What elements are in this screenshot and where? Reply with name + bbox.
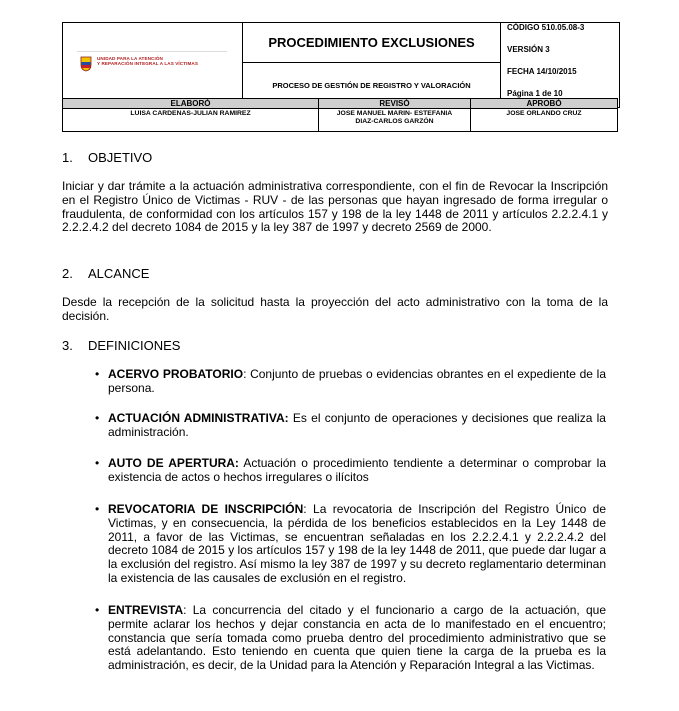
section-heading-definiciones bbox=[62, 338, 180, 353]
code-label: CÓDIGO 510.05.08-3 bbox=[507, 23, 585, 32]
reviso-names-line2: DIAZ-CARLOS GARZÓN bbox=[355, 118, 434, 125]
logo-text-line2: Y REPARACIÓN INTEGRAL A LAS VÍCTIMAS bbox=[97, 61, 199, 67]
alcance-paragraph: Desde la recepción de la solicitud hasta la proyección del acto administrativo con la toma de la decisión. bbox=[62, 295, 608, 323]
signature-table bbox=[62, 98, 618, 132]
logo-text-line1: UNIDAD PARA LA ATENCIÓN bbox=[97, 56, 163, 61]
elaboro-names: LUISA CARDENAS-JULIAN RAMIREZ bbox=[130, 110, 251, 117]
logo-divider bbox=[77, 51, 227, 52]
definition-text: : La concurrencia del citado y el funcionario a cargo de la actuación, que permite aclarar los hechos y dejar constancia en acta de lo manifestado en el encuentro; constancia que sería tomada como prueba dentro del procedimiento administrativo que se está adelantando. Esto teniendo en cuenta que quien tiene la carga de la prueba es la administración, es decir, de la Unidad para la Atención y Reparación Integral a las Victimas. bbox=[108, 603, 606, 673]
section-title: DEFINICIONES bbox=[88, 338, 181, 353]
process-name: PROCESO DE GESTIÓN DE REGISTRO Y VALORACIÓN bbox=[243, 63, 501, 107]
aprobo-names: JOSE ORLANDO CRUZ bbox=[506, 110, 582, 117]
definition-text: Es el conjunto de operaciones y decisiones que realiza la administración. bbox=[108, 411, 606, 439]
definition-item bbox=[95, 502, 606, 586]
section-number: 2. bbox=[62, 266, 73, 281]
definition-term: REVOCATORIA DE INSCRIPCIÓN bbox=[108, 502, 304, 516]
signature-col-reviso bbox=[319, 99, 471, 131]
colombia-coat-of-arms-icon bbox=[79, 56, 93, 72]
definition-item bbox=[95, 367, 607, 396]
bullet-icon: • bbox=[95, 367, 100, 381]
bullet-icon: • bbox=[95, 456, 100, 470]
definition-term: ENTREVISTA bbox=[108, 603, 184, 617]
version-label: VERSIÓN 3 bbox=[507, 45, 550, 54]
aprobo-label: APROBÓ bbox=[526, 99, 562, 108]
objetivo-paragraph: Iniciar y dar trámite a la actuación administrativa correspondiente, con el fin de Revocar la Inscripción en el Registro Único de Victimas - RUV - de las personas que hayan ingresado de forma irregular o fraudulenta, de conformidad con los artículos 157 y 198 de la ley 1448 de 2011 y artículos 2.2.2.4.1 y 2.2.2.4.2 del decreto 1084 de 2015 y la ley 387 de 1997 y decreto 2569 de 2000. bbox=[62, 179, 608, 235]
reviso-names-line1: JOSE MANUEL MARIN- ESTEFANIA bbox=[336, 110, 453, 117]
signature-col-elaboro bbox=[63, 99, 319, 131]
definition-term: ACERVO PROBATORIO bbox=[108, 367, 244, 381]
definition-item bbox=[95, 456, 606, 485]
document-header bbox=[62, 22, 620, 108]
section-number: 3. bbox=[62, 338, 73, 353]
section-title: ALCANCE bbox=[88, 266, 150, 281]
definition-item bbox=[95, 411, 606, 440]
signature-col-aprobo bbox=[471, 99, 617, 131]
section-number: 1. bbox=[62, 150, 73, 165]
bullet-icon: • bbox=[95, 603, 100, 617]
logo-cell bbox=[63, 23, 243, 107]
logo-text bbox=[97, 56, 198, 67]
bullet-icon: • bbox=[95, 502, 100, 516]
elaboro-label: ELABORÓ bbox=[170, 99, 211, 108]
definition-term: ACTUACIÓN ADMINISTRATIVA: bbox=[108, 411, 289, 425]
section-title: OBJETIVO bbox=[88, 150, 153, 165]
date-label: FECHA 14/10/2015 bbox=[507, 67, 577, 76]
section-heading-objetivo bbox=[62, 150, 152, 165]
page-label: Página 1 de 10 bbox=[507, 89, 563, 98]
document-title: PROCEDIMIENTO EXCLUSIONES bbox=[243, 23, 501, 63]
reviso-names bbox=[319, 110, 470, 126]
reviso-label: REVISÓ bbox=[379, 99, 410, 108]
section-heading-alcance bbox=[62, 266, 149, 281]
definition-text: Actuación o procedimiento tendiente a determinar o comprobar la existencia de actos o hechos irregulares o ilícitos bbox=[108, 456, 606, 484]
definition-text: : Conjunto de pruebas o evidencias obrantes en el expediente de la persona. bbox=[108, 367, 607, 395]
definition-term: AUTO DE APERTURA: bbox=[108, 456, 239, 470]
bullet-icon: • bbox=[95, 411, 100, 425]
definition-item bbox=[95, 603, 606, 673]
definition-text: : La revocatoria de Inscripción del Registro Único de Victimas, y en consecuencia, la pérdida de los beneficios establecidos en la Ley 1448 de 2011, a favor de las Victimas, se encuentran señaladas en los 2.2.2.4.1 y 2.2.2.4.2 del decreto 1084 de 2015 y los artículos 157 y 198 de la ley 1448 de 2011, que puede dar lugar a la exclusión del registro. Así mismo la ley 387 de 1997 y su decreto reglamentario determinan la existencia de las causales de exclusión en el registro. bbox=[108, 502, 606, 585]
